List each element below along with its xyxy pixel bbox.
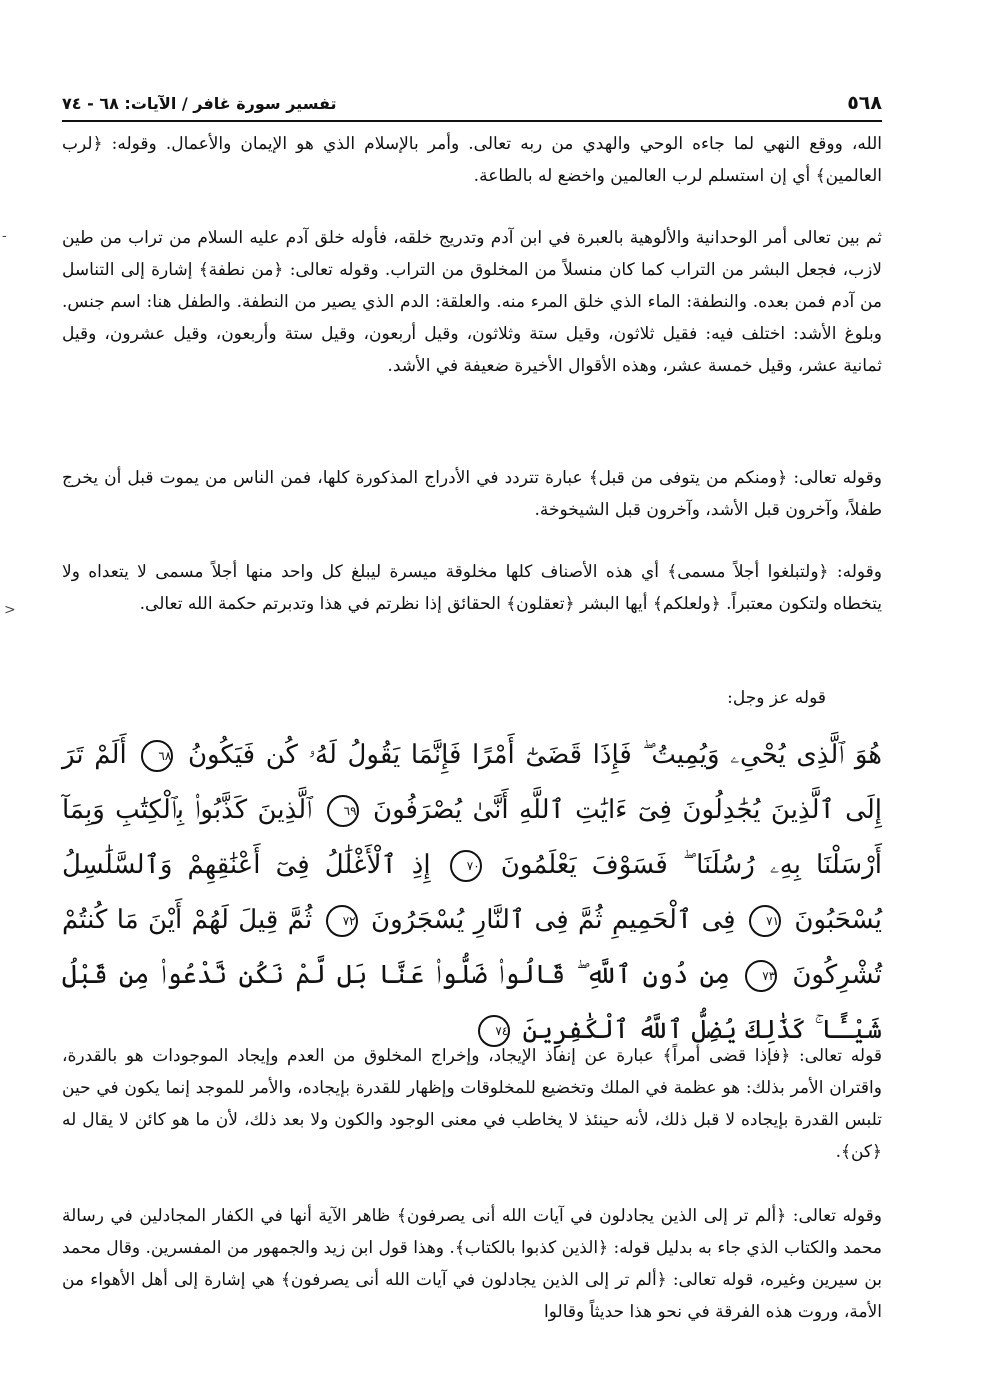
verse-text: فِى ٱلْحَمِيمِ ثُمَّ فِى ٱلنَّارِ يُسْجَرُونَ — [371, 905, 736, 935]
paragraph: وقوله تعالى: ﴿ومنكم من يتوفى من قبل﴾ عبارة تتردد في الأدراج المذكورة كلها، فمن الناس من يموت قبل أن يخرج طفلاً، وآخرون قبل الأشد، وآخرون قبل الشيخوخة. — [62, 468, 882, 520]
verse-text: ثُمَّ قِيلَ لَهُمْ أَيْنَ مَا كُنتُمْ تُشْرِكُونَ — [62, 905, 883, 990]
verse-text: هُوَ ٱلَّذِى يُحْىِۦ وَيُمِيتُ ۖ فَإِذَا قَضَىٰٓ أَمْرًا فَإِنَّمَا يَقُولُ لَهُۥ كُن فَيَكُونُ — [187, 740, 883, 770]
margin-mark: < — [4, 602, 16, 618]
ayah-number: ٧١ — [749, 905, 781, 937]
quran-verses — [62, 728, 882, 1058]
ayah-number: ٧٤ — [478, 1015, 510, 1047]
ayah-number: ٧٢ — [326, 905, 358, 937]
verse-text: إِذِ ٱلْأَغْلَٰلُ فِىٓ أَعْنَٰقِهِمْ وَٱلسَّلَٰسِلُ يُسْحَبُونَ — [62, 850, 883, 935]
paragraph: الله، ووقع النهي لما جاءه الوحي والهدي من ربه تعالى. وأمر بالإسلام الذي هو الإيمان والأعمال. وقوله: ﴿لرب العالمين﴾ أي إن استسلم لرب العالمين واخضع له بالطاعة. — [62, 134, 882, 186]
verse-text: ٱلَّذِينَ كَذَّبُوا۟ بِٱلْكِتَٰبِ وَبِمَآ أَرْسَلْنَا بِهِۦ رُسُلَنَا ۖ فَسَوْفَ يَعْلَمُونَ — [62, 795, 882, 880]
page-header — [62, 92, 882, 122]
ayah-number: ٦٩ — [327, 795, 359, 827]
ayah-number: ٦٨ — [141, 740, 173, 772]
margin-mark: - — [2, 228, 7, 244]
ayah-number: ٧٠ — [450, 850, 482, 882]
commentary-paragraph: وقوله تعالى: ﴿ألم تر إلى الذين يجادلون في آيات الله أنى يصرفون﴾ ظاهر الآية أنها في الكفار المجادلين في رسالة محمد والكتاب الذي جاء به بدليل قوله: ﴿الذين كذبوا بالكتاب﴾. وهذا قول ابن زيد والجمهور من المفسرين. وقال محمد بن سيرين وغيره، قوله تعالى: ﴿ألم تر إلى الذين يجادلون في آيات الله أنى يصرفون﴾ هي إشارة إلى أهل الأهواء من الأمة، وروت هذه الفرقة في نحو هذا حديثاً وقالوا — [62, 1206, 882, 1322]
commentary-paragraph: قوله تعالى: ﴿فإذا قضى أمراً﴾ عبارة عن إنفاذ الإيجاد، وإخراج المخلوق من العدم وإيجاد الموجودات هو بالقدرة، واقتران الأمر بذلك: هو عظمة في الملك وتخضيع للمخلوقات وإظهار للقدرة بإيجاده، والأمر للموجد إنما يكون في حين تلبس القدرة بإيجاده لا قبل ذلك، لأنه حينئذ لا يخاطب في معنى الوجود والكون ولا بعد ذلك، لأن ما هو كائن لا يقال له ﴿كن﴾. — [62, 1046, 882, 1162]
paragraph: ثم بين تعالى أمر الوحدانية والألوهية بالعبرة في ابن آدم وتدريج خلقه، فأوله خلق آدم عليه السلام من تراب من طين لازب، فجعل البشر من التراب كما كان منسلاً من المخلوق من التراب. وقوله تعالى: ﴿من نطفة﴾ إشارة إلى التناسل من آدم فمن بعده. والنطفة: الماء الذي خلق المرء منه. والعلقة: الدم الذي يصير من النطفة. والطفل هنا: اسم جنس. وبلوغ الأشد: اختلف فيه: فقيل ثلاثون، وقيل ستة وثلاثون، وقيل أربعون، وقيل ستة وأربعون، وقيل عشرون، وقيل ثمانية عشر، وقيل خمسة عشر، وهذه الأقوال الأخيرة ضعيفة في الأشد. — [62, 228, 882, 376]
verse-text: أَلَمْ تَرَ إِلَى ٱلَّذِينَ يُجَٰدِلُونَ فِىٓ ءَايَٰتِ ٱللَّهِ أَنَّىٰ يُصْرَفُونَ — [62, 740, 882, 825]
paragraph: وقوله: ﴿ولتبلغوا أجلاً مسمى﴾ أي هذه الأصناف كلها مخلوقة ميسرة ليبلغ كل واحد منها أجلاً مسمى لا يتعداه ولا يتخطاه ولتكون معتبراً. ﴿ولعلكم﴾ أيها البشر ﴿تعقلون﴾ الحقائق إذا نظرتم في هذا وتدبرتم حكمة الله تعالى. — [62, 562, 882, 614]
ayah-number: ٧٣ — [745, 960, 777, 992]
verse-text: مِن دُونِ ٱللَّهِ ۖ قَالُوا۟ ضَلُّوا۟ عَنَّا بَل لَّمْ نَكُن نَّدْعُوا۟ مِن قَبْلُ شَيْـًٔا ۚ كَذَٰلِكَ يُضِلُّ ٱللَّهُ ٱلْكَٰفِرِينَ — [62, 960, 882, 1045]
verses-intro: قوله عز وجل: — [727, 688, 826, 708]
page-number: ٥٦٨ — [847, 92, 882, 114]
running-title: تفسير سورة غافر / الآيات: ٦٨ - ٧٤ — [62, 94, 337, 113]
